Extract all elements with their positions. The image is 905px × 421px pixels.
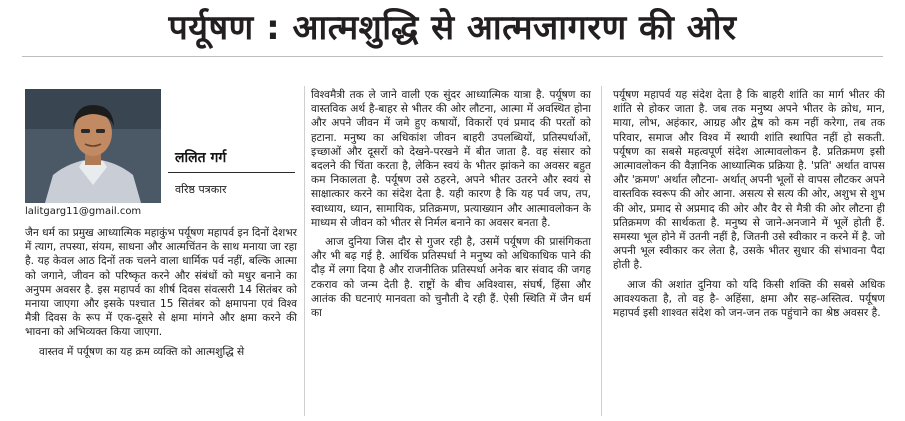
paragraph: जैन धर्म का प्रमुख आध्यात्मिक महाकुंभ पर्यूषण महापर्व इन दिनों देशभर में त्याग, तपस्या, संयम, साधना और आत्मचिंतन के साथ मनाया जा रहा है. यह केवल आठ दिनों तक चलने वाला धार्मिक पर्व नहीं, बल्कि आत्मा को जगाने, जीवन को परिष्कृत करने और संबंधों को मधुर बनाने का अनुपम अवसर है. इस महापर्व का शीर्ष दिवस संवत्सरी 14 सितंबर को मनाया जाएगा और इसके पश्चात 15 सितंबर को क्षमापना एवं विश्व मैत्री दिवस के रूप में एक-दूसरे से क्षमा मांगने और क्षमा करने की भावना को अभिव्यक्त किया जाएगा.: [25, 227, 297, 339]
paragraph: वास्तव में पर्यूषण का यह क्रम व्यक्ति को आत्मशुद्धि से: [39, 345, 245, 358]
author-email[interactable]: lalitgarg11@gmail.com: [25, 206, 142, 217]
paragraph: विश्वमैत्री तक ले जाने वाली एक सुंदर आध्यात्मिक यात्रा है. पर्यूषण का वास्तविक अर्थ है-बाहर से भीतर की ओर लौटना, आत्मा में अवस्थित होना और अपने जीवन में जमे हुए कषायों, विकारों एवं प्रमाद की परतों को हटाना. मनुष्य का अधिकांश जीवन बाहरी उपलब्धियों, प्रतिस्पर्धाओं, इच्छाओं और दूसरों को देखने-परखने में बीत जाता है. वह संसार को बदलने की चिंता करता है, लेकिन स्वयं के भीतर झांकने का अवसर बहुत कम निकालता है. पर्यूषण उसे ठहरने, अपने भीतर उतरने और स्वयं से साक्षात्कार करने का संदेश देता है. यही कारण है कि यह पर्व जप, तप, स्वाध्याय, ध्यान, सामायिक, प्रतिक्रमण, प्रत्याख्यान और आत्मावलोकन के माध्यम से जीवन को भीतर से निर्मल बनाने का अवसर बनता है.: [311, 89, 591, 229]
author-divider: [168, 172, 295, 173]
paragraph: आज की अशांत दुनिया को यदि किसी शक्ति की सबसे अधिक आवश्यकता है, तो वह है- अहिंसा, क्षमा और सह-अस्तित्व. पर्यूषण महापर्व इसी शाश्वत संदेश को जन-जन तक पहुंचाने का श्रेष्ठ अवसर है.: [613, 278, 885, 320]
paragraph: पर्यूषण महापर्व यह संदेश देता है कि बाहरी शांति का मार्ग भीतर की शांति से होकर जाता है. जब तक मनुष्य अपने भीतर के क्रोध, मान, माया, लोभ, अहंकार, आग्रह और द्वेष को कम नहीं करेगा, तब तक परिवार, समाज और विश्व में स्थायी शांति स्थापित नहीं हो सकती. पर्यूषण का सबसे महत्वपूर्ण संदेश आत्मावलोकन है. प्रतिक्रमण इसी आत्मावलोकन की वैज्ञानिक आध्यात्मिक प्रक्रिया है. 'प्रति' अर्थात वापस और 'क्रमण' अर्थात लौटना- अर्थात् अपनी भूलों से वापस लौटकर अपने वास्तविक स्वरूप की ओर आना. असत्य से सत्य की ओर, अशुभ से शुभ की ओर, प्रमाद से अप्रमाद की ओर और वैर से मैत्री की ओर लौटना ही प्रतिक्रमण की सार्थकता है. मनुष्य से जाने-अनजाने में भूलें होती हैं. समस्या भूल होने में उतनी नहीं है, जितनी उसे स्वीकार न करने में है. जो अपनी भूल स्वीकार कर लेता है, उसके भीतर सुधार की संभावना पैदा होती है.: [613, 89, 885, 272]
headline-rule: [22, 56, 883, 57]
author-portrait-image: [25, 89, 161, 203]
author-title: वरिष्ठ पत्रकार: [175, 183, 227, 196]
author-photo: [25, 89, 161, 203]
author-name: ललित गर्ग: [175, 150, 227, 166]
article-column-2: [311, 88, 591, 418]
paragraph: आज दुनिया जिस दौर से गुजर रही है, उसमें पर्यूषण की प्रासंगिकता और भी बढ़ गई है. आर्थिक प्रतिस्पर्धा ने मनुष्य को अधिकाधिक पाने की दौड़ में लगा दिया है और राजनीतिक प्रतिस्पर्धा अनेक बार संवाद की जगह टकराव को जन्म देती है. राष्ट्रों के बीच अविश्वास, संघर्ष, हिंसा और आतंक की घटनाएं मानवता को चुनौती दे रही हैं. ऐसी स्थिति में जैन धर्म का: [311, 236, 591, 320]
article-column-3: [613, 88, 885, 418]
headline: पर्यूषण : आत्मशुद्धि से आत्मजागरण की ओर: [168, 8, 737, 48]
article-column-1: [25, 226, 297, 420]
column-divider: [601, 86, 602, 416]
column-divider: [304, 86, 305, 416]
